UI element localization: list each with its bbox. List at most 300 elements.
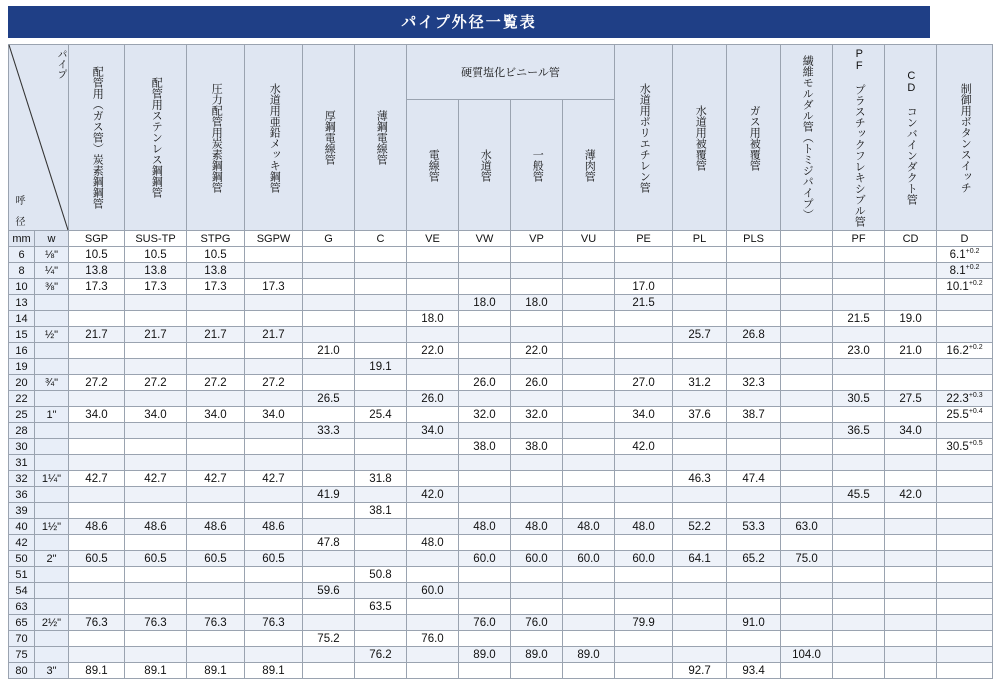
table-row [9,535,993,551]
cell-C [355,423,407,439]
cell-PF [833,295,885,311]
size-inch [35,583,69,599]
cell-PLS: 53.3 [727,519,781,535]
cell-SGPW [245,295,303,311]
cell-PLS [727,503,781,519]
cell-VE [407,359,459,375]
cell-PL [673,455,727,471]
cell-PF [833,471,885,487]
cell-SUS-TP: 13.8 [125,263,187,279]
cell-VU [563,359,615,375]
cell-G [303,519,355,535]
cell-VU [563,631,615,647]
cell-VE: 22.0 [407,343,459,359]
cell-C: 25.4 [355,407,407,423]
cell-繊維モルダル管（トミジパイプ） [781,535,833,551]
cell-VE: 26.0 [407,391,459,407]
cell-C [355,535,407,551]
cell-PL [673,311,727,327]
cell-繊維モルダル管（トミジパイプ） [781,583,833,599]
cell-VU [563,503,615,519]
cell-PLS [727,247,781,263]
cell-STPG [187,535,245,551]
size-mm: 80 [9,663,35,679]
table-row [9,455,993,471]
cell-STPG: 42.7 [187,471,245,487]
table-row [9,567,993,583]
cell-C [355,487,407,503]
cell-D [937,375,993,391]
size-inch: ½" [35,327,69,343]
cell-SUS-TP [125,391,187,407]
cell-SGPW: 76.3 [245,615,303,631]
cell-STPG [187,359,245,375]
cell-SGP [69,535,125,551]
size-mm: 10 [9,279,35,295]
col-header-sus-tp: 配管用ステンレス鋼鋼管 [125,45,187,231]
cell-繊維モルダル管（トミジパイプ） [781,327,833,343]
cell-VU [563,343,615,359]
cell-STPG: 48.6 [187,519,245,535]
table-row [9,471,993,487]
cell-繊維モルダル管（トミジパイプ） [781,391,833,407]
cell-VW: 38.0 [459,439,511,455]
cell-PLS [727,439,781,455]
table-row [9,439,993,455]
size-inch [35,359,69,375]
cell-D [937,519,993,535]
size-inch [35,423,69,439]
cell-VW [459,471,511,487]
cell-SGPW [245,487,303,503]
code-stpg: STPG [187,231,245,247]
cell-VU [563,295,615,311]
cell-PF [833,663,885,679]
cell-VW: 60.0 [459,551,511,567]
cell-STPG [187,487,245,503]
cell-PL [673,423,727,439]
cell-PL: 25.7 [673,327,727,343]
size-mm: 15 [9,327,35,343]
cell-CD: 21.0 [885,343,937,359]
cell-PE: 27.0 [615,375,673,391]
cell-SGP [69,567,125,583]
size-inch [35,391,69,407]
cell-繊維モルダル管（トミジパイプ） [781,663,833,679]
cell-SUS-TP [125,535,187,551]
cell-D [937,295,993,311]
cell-C [355,295,407,311]
cell-G [303,471,355,487]
code-row [9,231,993,247]
col-header-d: 制御用ボタンスイッチ [937,45,993,231]
cell-C [355,247,407,263]
size-mm: 31 [9,455,35,471]
cell-STPG: 76.3 [187,615,245,631]
cell-VU [563,279,615,295]
cell-STPG [187,343,245,359]
cell-C [355,615,407,631]
cell-VW [459,311,511,327]
size-mm: 70 [9,631,35,647]
cell-繊維モルダル管（トミジパイプ） [781,407,833,423]
cell-PL [673,439,727,455]
cell-D [937,311,993,327]
cell-PLS [727,423,781,439]
cell-C: 38.1 [355,503,407,519]
cell-C: 31.8 [355,471,407,487]
cell-SGP: 17.3 [69,279,125,295]
cell-D: $30.5^{+0.5}$ [937,439,993,455]
size-inch [35,455,69,471]
cell-SGPW: 48.6 [245,519,303,535]
cell-STPG [187,567,245,583]
cell-PE [615,247,673,263]
cell-PE [615,583,673,599]
size-mm: 50 [9,551,35,567]
cell-PF: 23.0 [833,343,885,359]
cell-SUS-TP: 34.0 [125,407,187,423]
cell-D [937,567,993,583]
cell-VW [459,391,511,407]
cell-VP [511,391,563,407]
cell-SGPW: 27.2 [245,375,303,391]
cell-PLS [727,343,781,359]
cell-SGPW: 34.0 [245,407,303,423]
cell-VE [407,279,459,295]
table-row [9,295,993,311]
code-ve: VE [407,231,459,247]
code-pe: PE [615,231,673,247]
cell-SUS-TP: 89.1 [125,663,187,679]
code-vw: VW [459,231,511,247]
cell-PE [615,631,673,647]
cell-CD [885,407,937,423]
cell-VE: 76.0 [407,631,459,647]
table-row [9,343,993,359]
cell-SUS-TP: 42.7 [125,471,187,487]
cell-SUS-TP [125,343,187,359]
cell-PE [615,471,673,487]
cell-PE [615,311,673,327]
cell-VE [407,455,459,471]
cell-SGP [69,343,125,359]
cell-VE [407,663,459,679]
cell-PLS [727,359,781,375]
cell-VU [563,327,615,343]
cell-D [937,663,993,679]
cell-繊維モルダル管（トミジパイプ） [781,343,833,359]
cell-STPG [187,295,245,311]
cell-SGP: 13.8 [69,263,125,279]
cell-VU: 60.0 [563,551,615,567]
cell-SGP: 42.7 [69,471,125,487]
cell-VU [563,311,615,327]
cell-PLS [727,567,781,583]
cell-G [303,615,355,631]
cell-PF [833,375,885,391]
code-c: C [355,231,407,247]
cell-VE [407,407,459,423]
cell-VW: 89.0 [459,647,511,663]
cell-C [355,343,407,359]
cell-D [937,583,993,599]
cell-PL [673,631,727,647]
table-row [9,599,993,615]
code-pl: PL [673,231,727,247]
cell-CD [885,247,937,263]
table-row [9,423,993,439]
cell-繊維モルダル管（トミジパイプ） [781,279,833,295]
cell-PE: 34.0 [615,407,673,423]
cell-PLS: 38.7 [727,407,781,423]
cell-繊維モルダル管（トミジパイプ） [781,359,833,375]
size-mm: 51 [9,567,35,583]
cell-STPG [187,455,245,471]
cell-D: $25.5^{+0.4}$ [937,407,993,423]
cell-D [937,471,993,487]
cell-SGP [69,599,125,615]
cell-PL [673,391,727,407]
col-header-c: 薄鋼電線管 [355,45,407,231]
unit-mm: mm [9,231,35,247]
cell-CD: 42.0 [885,487,937,503]
cell-SGP [69,583,125,599]
cell-G: 59.6 [303,583,355,599]
cell-VP [511,471,563,487]
cell-PL: 64.1 [673,551,727,567]
cell-PLS: 65.2 [727,551,781,567]
code-pf: PF [833,231,885,247]
cell-SGPW [245,423,303,439]
size-inch [35,567,69,583]
col-header-stpg: 圧力配管用炭素鋼鋼管 [187,45,245,231]
cell-PF [833,519,885,535]
cell-PF [833,583,885,599]
col-header-sgpw: 水道用亜鉛メッキ鋼管 [245,45,303,231]
cell-STPG: 21.7 [187,327,245,343]
size-inch [35,535,69,551]
size-inch: 1¼" [35,471,69,487]
cell-VE [407,551,459,567]
cell-VE: 60.0 [407,583,459,599]
cell-G: 41.9 [303,487,355,503]
cell-PLS [727,263,781,279]
cell-VW [459,631,511,647]
cell-VP [511,567,563,583]
cell-VE [407,599,459,615]
cell-PL [673,567,727,583]
cell-繊維モルダル管（トミジパイプ） [781,247,833,263]
cell-VW [459,583,511,599]
cell-SGP [69,503,125,519]
col-header-sgp: 配管用（ガス管）炭素鋼鋼管 [69,45,125,231]
table-row [9,647,993,663]
cell-SGPW [245,583,303,599]
cell-PF [833,599,885,615]
pipe-diameter-table [8,44,993,679]
cell-C [355,631,407,647]
cell-SGPW [245,567,303,583]
table-row [9,375,993,391]
cell-C [355,311,407,327]
cell-VE [407,615,459,631]
cell-SUS-TP [125,567,187,583]
cell-SUS-TP: 17.3 [125,279,187,295]
cell-VE [407,519,459,535]
cell-CD [885,631,937,647]
col-header-fiber-mortar: 繊維モルダル管（トミジパイプ） [781,45,833,231]
cell-PLS: 91.0 [727,615,781,631]
cell-VE [407,295,459,311]
cell-VU [563,487,615,503]
cell-PF [833,631,885,647]
cell-繊維モルダル管（トミジパイプ） [781,455,833,471]
size-inch: 2" [35,551,69,567]
cell-SGPW [245,631,303,647]
cell-SGP: 27.2 [69,375,125,391]
cell-VP: 38.0 [511,439,563,455]
cell-C: 50.8 [355,567,407,583]
cell-PF: 21.5 [833,311,885,327]
cell-PE [615,663,673,679]
size-inch: ⅛" [35,247,69,263]
cell-G [303,279,355,295]
cell-PLS: 32.3 [727,375,781,391]
cell-PL: 46.3 [673,471,727,487]
cell-SUS-TP: 48.6 [125,519,187,535]
cell-SGP [69,439,125,455]
cell-G [303,359,355,375]
cell-SGPW: 17.3 [245,279,303,295]
cell-C [355,279,407,295]
cell-CD [885,615,937,631]
col-header-ve: 電線管 [407,100,459,231]
cell-PLS [727,311,781,327]
cell-繊維モルダル管（トミジパイプ）: 104.0 [781,647,833,663]
cell-PF [833,439,885,455]
cell-VW: 26.0 [459,375,511,391]
col-header-cd: CD コンバインダクト管 [885,45,937,231]
size-inch [35,295,69,311]
cell-STPG: 89.1 [187,663,245,679]
cell-PL: 52.2 [673,519,727,535]
cell-VE [407,247,459,263]
col-header-vp: 一般管 [511,100,563,231]
col-header-pe: 水道用ポリエチレン管 [615,45,673,231]
cell-D: $22.3^{+0.3}$ [937,391,993,407]
cell-PLS [727,535,781,551]
cell-PE: 48.0 [615,519,673,535]
size-mm: 40 [9,519,35,535]
cell-CD [885,551,937,567]
cell-PLS [727,455,781,471]
cell-PF: 36.5 [833,423,885,439]
cell-VW [459,599,511,615]
cell-PF: 45.5 [833,487,885,503]
cell-VP: 32.0 [511,407,563,423]
cell-G [303,567,355,583]
cell-VW: 48.0 [459,519,511,535]
cell-PE [615,391,673,407]
size-inch: ⅜" [35,279,69,295]
size-inch [35,631,69,647]
cell-VP [511,311,563,327]
cell-STPG [187,423,245,439]
cell-VP [511,631,563,647]
cell-VP [511,487,563,503]
cell-SUS-TP [125,455,187,471]
cell-STPG [187,503,245,519]
col-header-g: 厚鋼電線管 [303,45,355,231]
cell-SUS-TP: 10.5 [125,247,187,263]
cell-G [303,503,355,519]
cell-D: $6.1^{+0.2}$ [937,247,993,263]
table-row [9,359,993,375]
cell-STPG: 10.5 [187,247,245,263]
cell-PL [673,359,727,375]
cell-VU [563,423,615,439]
cell-D [937,631,993,647]
cell-VP [511,535,563,551]
cell-SGPW [245,247,303,263]
cell-STPG: 13.8 [187,263,245,279]
cell-繊維モルダル管（トミジパイプ） [781,263,833,279]
cell-SUS-TP [125,487,187,503]
cell-繊維モルダル管（トミジパイプ）: 63.0 [781,519,833,535]
cell-D [937,535,993,551]
cell-SGPW [245,311,303,327]
cell-PF [833,615,885,631]
cell-PF [833,263,885,279]
table-row [9,279,993,295]
cell-VP: 89.0 [511,647,563,663]
cell-G: 33.3 [303,423,355,439]
cell-VW: 32.0 [459,407,511,423]
cell-C [355,583,407,599]
size-mm: 28 [9,423,35,439]
size-mm: 14 [9,311,35,327]
cell-CD [885,455,937,471]
cell-PL: 92.7 [673,663,727,679]
cell-VW [459,455,511,471]
cell-SGPW [245,391,303,407]
cell-繊維モルダル管（トミジパイプ） [781,471,833,487]
cell-CD [885,535,937,551]
cell-VW [459,487,511,503]
size-mm: 8 [9,263,35,279]
cell-C [355,519,407,535]
cell-VU [563,455,615,471]
size-mm: 65 [9,615,35,631]
cell-G: 47.8 [303,535,355,551]
cell-STPG [187,647,245,663]
size-mm: 39 [9,503,35,519]
cell-PF: 30.5 [833,391,885,407]
cell-PLS [727,279,781,295]
cell-繊維モルダル管（トミジパイプ） [781,487,833,503]
table-row [9,551,993,567]
cell-SGPW: 42.7 [245,471,303,487]
cell-VW [459,503,511,519]
cell-C [355,327,407,343]
cell-SUS-TP [125,583,187,599]
cell-SGPW [245,503,303,519]
cell-VW [459,359,511,375]
cell-VP [511,327,563,343]
table-row [9,519,993,535]
cell-PLS [727,599,781,615]
